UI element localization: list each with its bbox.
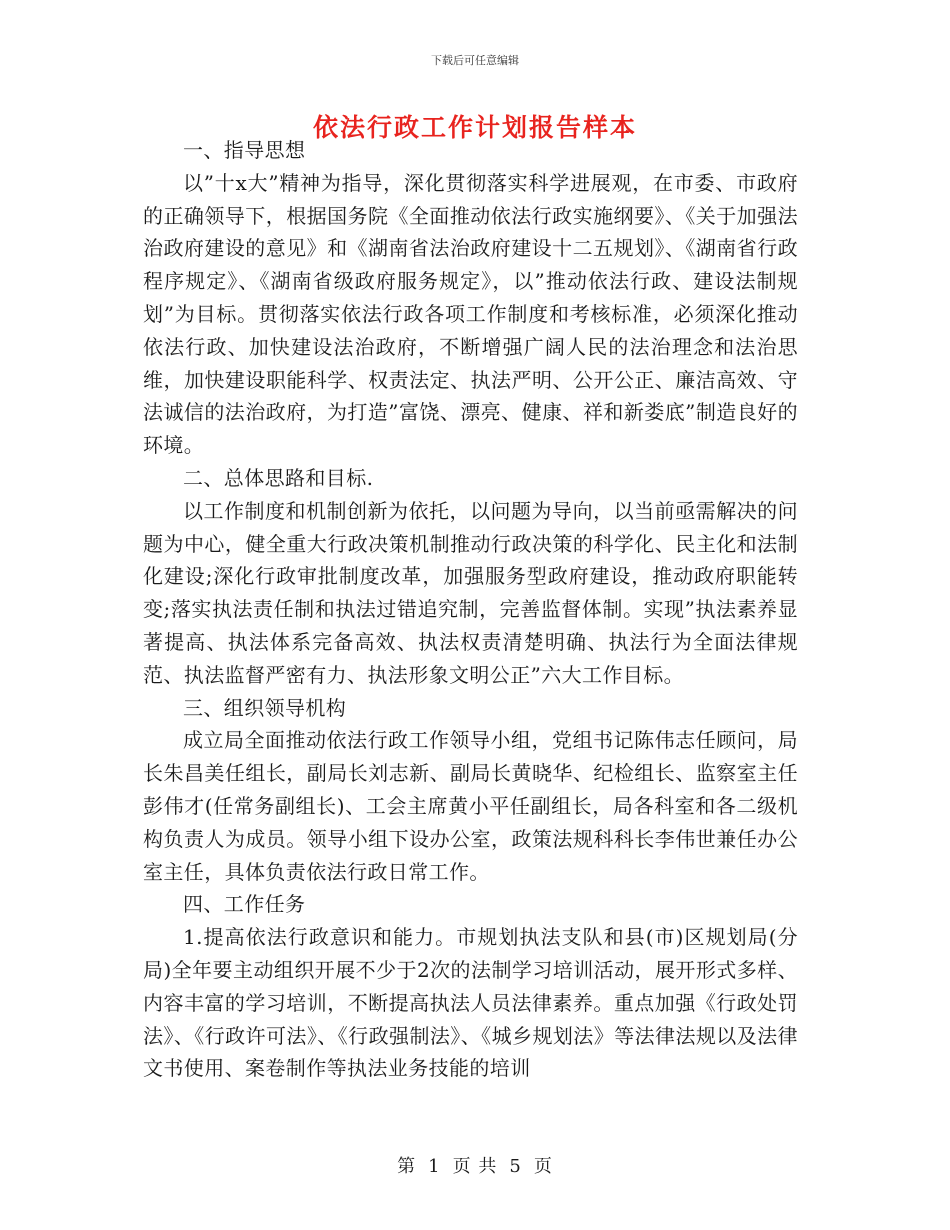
section-heading-guiding-ideology: 一、指导思想 [183,138,306,162]
section-heading-leadership: 三、组织领导机构 [183,695,347,720]
document-title: 依法行政工作计划报告样本 [312,113,637,142]
paragraph-overall-approach: 以工作制度和机制创新为依托，以问题为导向，以当前亟需解决的问题为中心，健全重大行政决策机制推动行政决策的科学化、民主化和法制化建设;深化行政审批制度改革，加强服务型政府建设，推动政府职能转变;落实执法责任制和执法过错追究制，完善监督体制。实现”执法素养显著提高、执法体系完备高效、执法权责清楚明确、执法行为全面法律规范、执法监督严密有力、执法形象文明公正”六大工作目标。 [143,498,798,687]
footer-mid: 页 共 [452,1156,498,1177]
footer-suffix: 页 [533,1156,553,1177]
paragraph-guiding-ideology: 以”十x大”精神为指导，深化贯彻落实科学进展观，在市委、市政府的正确领导下，根据国务院《全面推动依法行政实施纲要》、《关于加强法治政府建设的意见》和《湖南省法治政府建设十二五规划》、《湖南省行政程序规定》、《湖南省级政府服务规定》，以”推动依法行政、建设法制规划”为目标。贯彻落实依法行政各项工作制度和考核标准，必须深化推动依法行政、加快建设法治政府，不断增强广阔人民的法治理念和法治思维，加快建设职能科学、权责法定、执法严明、公开公正、廉洁高效、守法诚信的法治政府，为打造”富饶、漂亮、健康、祥和新娄底”制造良好的环境。 [143,170,798,458]
footer-prefix: 第 [397,1156,417,1177]
document-body [143,134,798,1085]
page-number: 1 [428,1156,441,1177]
total-pages: 5 [509,1156,522,1177]
paragraph-leadership: 成立局全面推动依法行政工作领导小组，党组书记陈伟志任顾问，局长朱昌美任组长，副局长刘志新、副局长黄晓华、纪检组长、监察室主任彭伟才(任常务副组长)、工会主席黄小平任副组长，局各科室和各二级机构负责人为成员。领导小组下设办公室，政策法规科科长李伟世兼任办公室主任，具体负责依法行政日常工作。 [143,728,798,884]
header-note: 下载后可任意编辑 [431,54,519,67]
section-heading-overall-approach: 二、总体思路和目标. [183,465,374,490]
paragraph-tasks: 1.提高依法行政意识和能力。市规划执法支队和县(市)区规划局(分局)全年要主动组织开展不少于2次的法制学习培训活动，展开形式多样、内容丰富的学习培训，不断提高执法人员法律素养。重点加强《行政处罚法》、《行政许可法》、《行政强制法》、《城乡规划法》等法律法规以及法律文书使用、案卷制作等执法业务技能的培训 [143,925,798,1081]
page-footer [0,1152,950,1178]
section-heading-tasks: 四、工作任务 [183,892,306,917]
